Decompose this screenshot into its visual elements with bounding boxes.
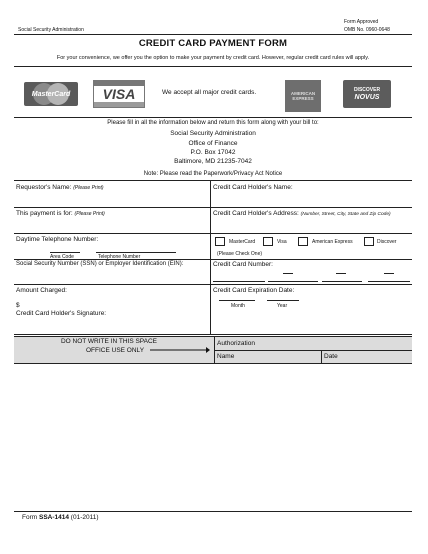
holder-address-field[interactable] <box>211 218 412 232</box>
office-arrow-icon <box>150 346 210 354</box>
discover-option-label: Discover <box>377 239 397 245</box>
card-number-group-3[interactable] <box>322 281 362 282</box>
card-number-group-1[interactable] <box>213 281 265 282</box>
expiration-year-field[interactable] <box>267 300 299 301</box>
row-3-rule <box>14 259 412 260</box>
row-1-rule <box>14 207 412 208</box>
office-warning-line-1: DO NOT WRITE IN THIS SPACE <box>60 338 158 345</box>
office-warning-line-2: OFFICE USE ONLY <box>86 347 145 354</box>
year-label: Year <box>277 303 288 309</box>
accept-cards-text: We accept all major credit cards. <box>162 89 257 96</box>
signature-rule <box>14 334 412 335</box>
office-name-label: Name <box>217 353 235 360</box>
holder-address-label: Credit Card Holder's Address: (Number, Street, City, State and Zip Code) <box>213 210 391 217</box>
card-number-group-2[interactable] <box>268 281 318 282</box>
fields-top-rule <box>14 180 412 181</box>
payment-for-field[interactable] <box>14 218 210 232</box>
mastercard-option-label: MasterCard <box>229 239 256 245</box>
visa-logo-text: VISA <box>102 86 136 102</box>
header-rule <box>14 34 412 35</box>
discover-checkbox[interactable] <box>364 237 374 246</box>
address-line-1: Social Security Administration <box>170 130 256 137</box>
intro-text: For your convenience, we offer you the option to make your payment by credit card. However, regular credit card rules will apply. <box>56 55 370 61</box>
ssn-field[interactable] <box>14 268 210 282</box>
office-mid-rule <box>214 350 412 351</box>
requestor-name-label: Requestor's Name: (Please Print) <box>16 184 104 191</box>
amount-field[interactable] <box>22 296 210 309</box>
discover-logo-text: DISCOVER <box>353 86 381 93</box>
mastercard-checkbox[interactable] <box>215 237 225 246</box>
intro-rule <box>14 66 412 67</box>
visa-logo <box>93 80 145 108</box>
discover-logo <box>343 80 391 108</box>
telephone-number-field[interactable] <box>96 252 176 253</box>
office-date-label: Date <box>324 353 338 360</box>
card-number-group-4[interactable] <box>368 281 410 282</box>
mail-instruction: Please fill in all the information below and return this form along with your bill to: <box>107 120 319 126</box>
amex-logo-text-2: EXPRESS <box>292 96 314 101</box>
card-number-dash-3 <box>384 273 394 274</box>
card-number-dash-1 <box>283 273 293 274</box>
month-label: Month <box>231 303 245 309</box>
signature-field[interactable] <box>14 318 412 334</box>
phone-label: Daytime Telephone Number: <box>16 236 99 243</box>
mastercard-logo-text: MasterCard <box>31 90 71 98</box>
card-number-label: Credit Card Number: <box>213 261 273 268</box>
area-code-field[interactable] <box>50 252 80 253</box>
ssn-label: Social Security Number (SSN) or Employer Identification (EIN): <box>16 261 184 267</box>
check-one-note: (Please Check One) <box>217 251 263 257</box>
telephone-number-label: Telephone Number <box>98 254 141 260</box>
mastercard-logo <box>24 82 78 106</box>
logo-rule <box>14 117 412 118</box>
amount-label: Amount Charged: <box>16 287 67 294</box>
requestor-name-field[interactable] <box>14 192 210 206</box>
form-title: CREDIT CARD PAYMENT FORM <box>138 38 288 49</box>
novus-logo-text: NOVUS <box>354 93 380 101</box>
area-code-label: Area Code <box>50 254 74 260</box>
payment-for-label: This payment is for: (Please Print) <box>16 210 105 217</box>
omb-number: OMB No. 0960-0648 <box>344 27 390 33</box>
amex-checkbox[interactable] <box>298 237 308 246</box>
amex-logo <box>285 80 321 112</box>
form-number: Form SSA-1414 (01-2011) <box>22 514 99 521</box>
expiration-month-field[interactable] <box>219 300 255 301</box>
signature-label: Credit Card Holder's Signature: <box>16 310 107 317</box>
holder-name-field[interactable] <box>211 192 412 206</box>
address-line-4: Baltimore, MD 21235-7042 <box>174 158 252 165</box>
holder-name-label: Credit Card Holder's Name: <box>213 184 293 191</box>
visa-option-label: Visa <box>277 239 287 245</box>
visa-checkbox[interactable] <box>263 237 273 246</box>
authorization-label: Authorization <box>217 340 255 347</box>
amex-option-label: American Express <box>312 239 353 245</box>
amex-logo-text-1: AMERICAN <box>290 91 316 96</box>
address-line-2: Office of Finance <box>188 140 238 147</box>
agency-name: Social Security Administration <box>18 27 84 33</box>
row-4-rule <box>14 284 412 285</box>
form-approved: Form Approved <box>344 19 379 25</box>
card-number-dash-2 <box>336 273 346 274</box>
dollar-sign: $ <box>16 302 20 309</box>
address-line-3: P.O. Box 17042 <box>190 149 236 156</box>
privacy-note: Note: Please read the Paperwork/Privacy Act Notice <box>143 171 283 177</box>
expiration-label: Credit Card Expiration Date: <box>213 287 295 294</box>
office-name-date-divider <box>321 350 322 364</box>
footer-rule <box>14 511 412 512</box>
row-2-rule <box>14 233 412 234</box>
